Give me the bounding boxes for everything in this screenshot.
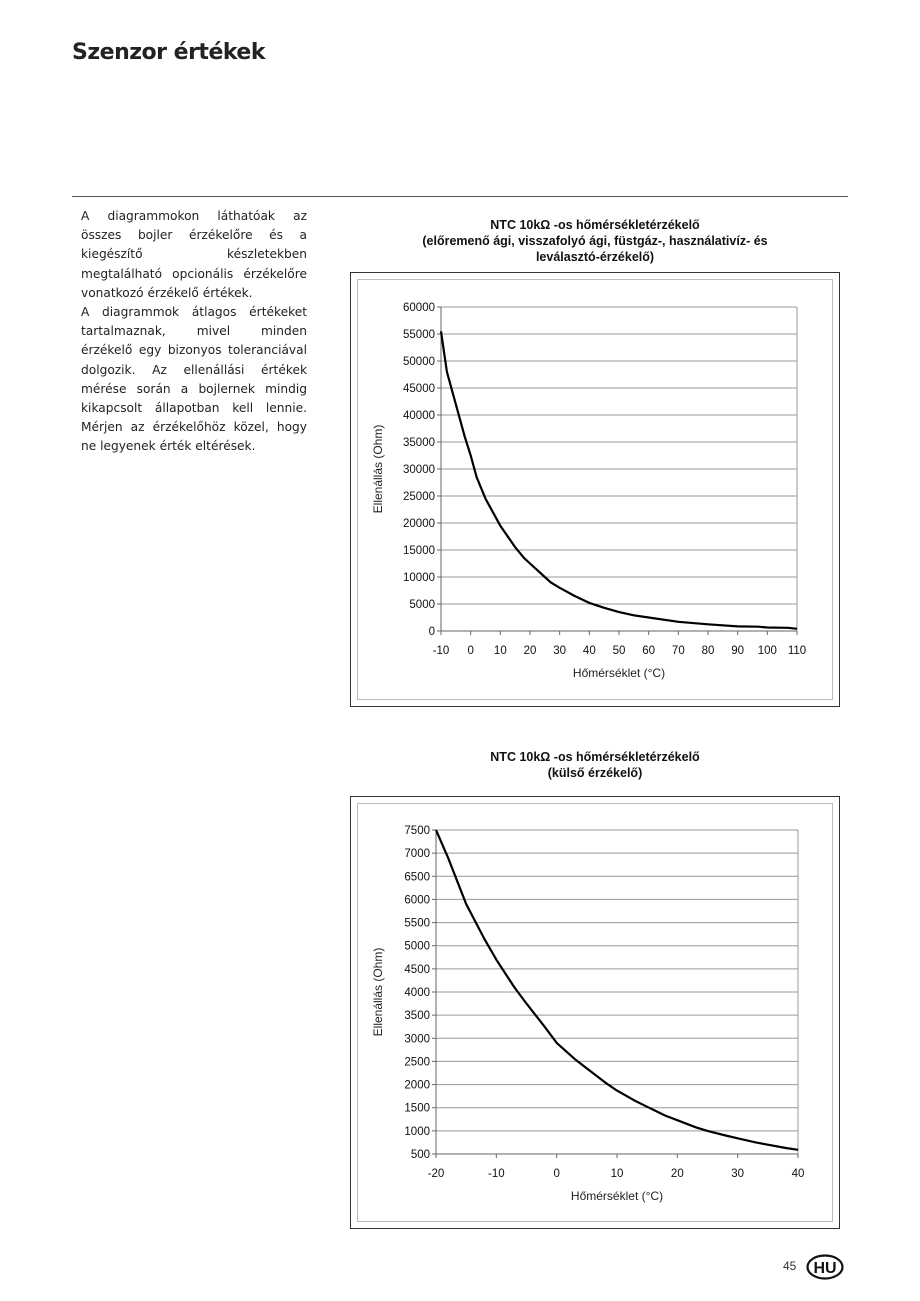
x-tick-label: 80	[701, 645, 715, 657]
y-tick-label: 1500	[404, 1102, 430, 1115]
x-tick-label: 0	[467, 645, 474, 657]
y-tick-label: 7000	[404, 848, 430, 861]
y-tick-label: 1000	[404, 1125, 430, 1138]
badge-label: HU	[813, 1260, 837, 1277]
y-axis-title: Ellenállás (Ohm)	[371, 947, 385, 1037]
chart-title-line: NTC 10kΩ -os hőmérsékletérzékelő	[490, 218, 700, 232]
y-tick-label: 25000	[403, 491, 435, 503]
y-tick-label: 30000	[403, 464, 435, 476]
intro-paragraph: A diagrammokon láthatóak az összes bojler érzékelőre és a kiegészítő készletekben megtalálható opcionális érzékelőre vonatkozó érzékelő értékek.	[81, 209, 307, 300]
chart-plot	[351, 273, 841, 708]
x-tick-label: 100	[757, 645, 777, 657]
chart-2	[350, 796, 840, 1229]
chart-title-line: leválasztó-érzékelő)	[535, 250, 655, 264]
resistance-curve	[436, 830, 798, 1150]
y-tick-label: 45000	[403, 383, 435, 395]
chart-2-title	[350, 749, 840, 781]
y-tick-label: 4500	[404, 963, 430, 976]
x-tick-label: 40	[791, 1168, 805, 1180]
y-tick-label: 15000	[403, 545, 435, 557]
resistance-curve	[441, 331, 797, 629]
x-tick-label: 40	[582, 645, 596, 657]
y-tick-label: 2500	[404, 1056, 430, 1069]
y-tick-label: 20000	[403, 518, 435, 530]
page-number: 45	[783, 1259, 797, 1273]
x-tick-label: 0	[553, 1168, 560, 1180]
intro-paragraph: A diagrammok átlagos értékeket tartalmaznak, mivel minden érzékelő egy bizonyos toleranciával dolgozik. Az ellenállási értékek mérése során a bojlernek mindig kikapcsolt állapotban kell lennie. Mérjen az érzékelőhöz közel, hogy ne legyenek érték eltérések.	[81, 305, 307, 454]
chart-1	[350, 272, 840, 707]
y-tick-label: 500	[410, 1149, 430, 1161]
y-axis-title: Ellenállás (Ohm)	[371, 424, 385, 514]
x-tick-label: -10	[432, 645, 450, 657]
chart-title-line: (előremenő ági, visszafolyó ági, füstgáz-, használativíz- és	[422, 234, 768, 248]
y-tick-label: 35000	[403, 437, 435, 449]
intro-text	[81, 207, 307, 457]
hu-language-badge-icon	[806, 1254, 844, 1280]
y-tick-label: 3500	[404, 1010, 430, 1023]
divider	[72, 196, 848, 197]
page-title: Szenzor értékek	[72, 40, 265, 65]
y-tick-label: 5000	[409, 599, 435, 611]
x-tick-label: -10	[488, 1168, 505, 1180]
x-tick-label: 30	[553, 645, 567, 657]
x-tick-label: 60	[642, 645, 656, 657]
y-tick-label: 60000	[403, 302, 435, 314]
x-tick-label: 30	[731, 1168, 745, 1180]
chart-1-title	[350, 217, 840, 265]
y-tick-label: 10000	[403, 572, 435, 584]
y-tick-label: 4000	[404, 987, 430, 999]
x-tick-label: 10	[493, 645, 507, 657]
x-axis-title: Hőmérséklet (°C)	[572, 666, 666, 680]
y-tick-label: 2000	[404, 1079, 430, 1092]
y-tick-label: 3000	[404, 1033, 430, 1046]
x-tick-label: 110	[787, 645, 807, 657]
x-axis-title: Hőmérséklet (°C)	[570, 1189, 664, 1203]
chart-title-line: (külső érzékelő)	[547, 766, 643, 780]
x-tick-label: -20	[427, 1168, 445, 1180]
y-tick-label: 5000	[404, 940, 430, 953]
x-tick-label: 20	[670, 1168, 684, 1180]
y-tick-label: 55000	[403, 329, 435, 341]
y-tick-label: 0	[428, 626, 435, 638]
x-tick-label: 90	[731, 645, 745, 657]
x-tick-label: 10	[610, 1168, 624, 1180]
y-tick-label: 5500	[404, 917, 430, 930]
y-tick-label: 6000	[404, 894, 430, 907]
y-tick-label: 6500	[404, 871, 430, 884]
y-tick-label: 40000	[403, 410, 435, 422]
chart-plot	[351, 797, 841, 1230]
x-tick-label: 50	[612, 645, 626, 657]
y-tick-label: 50000	[403, 356, 435, 368]
y-tick-label: 7500	[404, 825, 430, 837]
chart-title-line: NTC 10kΩ -os hőmérsékletérzékelő	[490, 750, 700, 764]
x-tick-label: 70	[671, 645, 685, 657]
x-tick-label: 20	[523, 645, 537, 657]
